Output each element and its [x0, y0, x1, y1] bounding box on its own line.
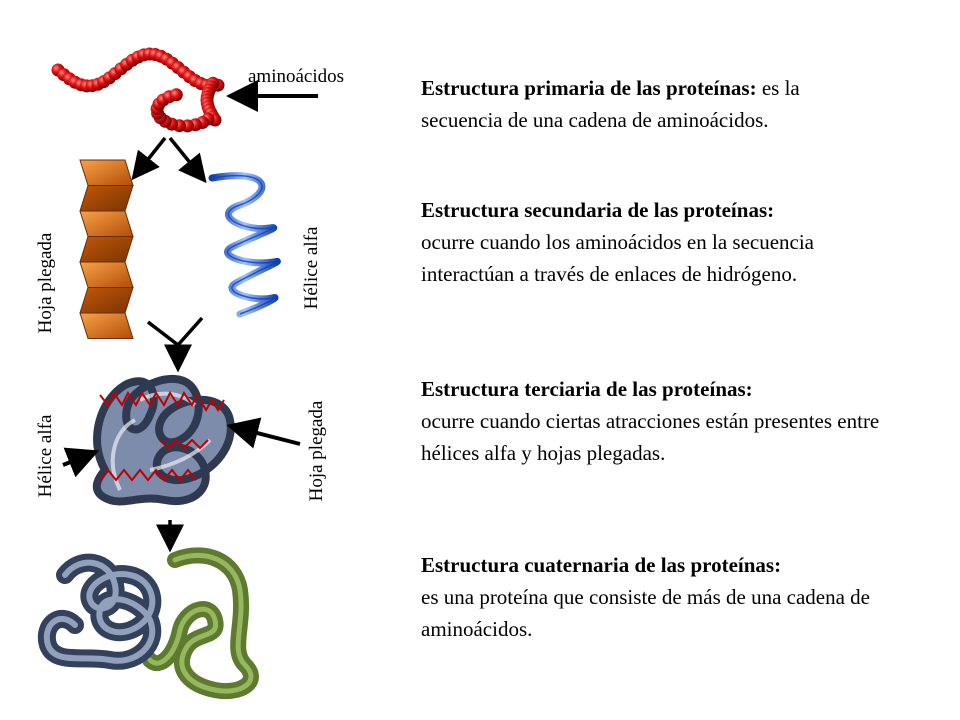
primaria-text-2: secuencia de una cadena de aminoácidos.	[421, 108, 769, 132]
label-hoja-plegada-1: Hoja plegada	[35, 232, 56, 334]
sheet-panel	[80, 186, 133, 212]
sheet-panel	[80, 211, 133, 237]
terciaria-text: ocurre cuando ciertas atracciones están presentes entre hélices alfa y hojas plegadas.	[421, 409, 880, 465]
amino-acid-chain	[52, 48, 225, 133]
merge-arrows	[148, 318, 202, 362]
terciaria-title: Estructura terciaria de las proteínas:	[421, 377, 753, 401]
terciaria-description	[421, 373, 911, 469]
split-arrows	[138, 138, 200, 175]
primaria-title: Estructura primaria de las proteínas:	[421, 76, 757, 100]
sheet-panel	[80, 313, 133, 339]
primaria-text-1: es la	[756, 76, 800, 100]
label-hoja-plegada-2: Hoja plegada	[306, 400, 327, 502]
quaternary-structure	[47, 555, 251, 691]
sheet-panel	[80, 262, 133, 288]
secundaria-title: Estructura secundaria de las proteínas:	[421, 198, 775, 222]
tertiary-structure	[97, 379, 231, 502]
primaria-description	[421, 72, 941, 136]
label-helice-alfa-1: Hélice alfa	[301, 226, 322, 310]
secundaria-text: ocurre cuando los aminoácidos en la secuencia interactúan a través de enlaces de hidrógeno.	[421, 230, 815, 286]
secundaria-description	[421, 194, 891, 290]
sheet-panel	[80, 237, 133, 263]
sheet-panel	[80, 160, 133, 186]
label-helice-alfa-2: Hélice alfa	[35, 414, 56, 498]
pleated-sheet	[80, 160, 133, 339]
amino-acid-bead	[170, 88, 183, 101]
cuaternaria-description	[421, 549, 891, 645]
cuaternaria-text: es una proteína que consiste de más de una cadena de aminoácidos.	[421, 585, 870, 641]
label-aminoacidos: aminoácidos	[248, 66, 345, 87]
tertiary-left-arrow	[63, 455, 88, 465]
tertiary-right-arrow	[238, 428, 300, 444]
cuaternaria-title: Estructura cuaternaria de las proteínas:	[421, 553, 782, 577]
sheet-panel	[80, 288, 133, 314]
alpha-helix	[212, 176, 277, 314]
